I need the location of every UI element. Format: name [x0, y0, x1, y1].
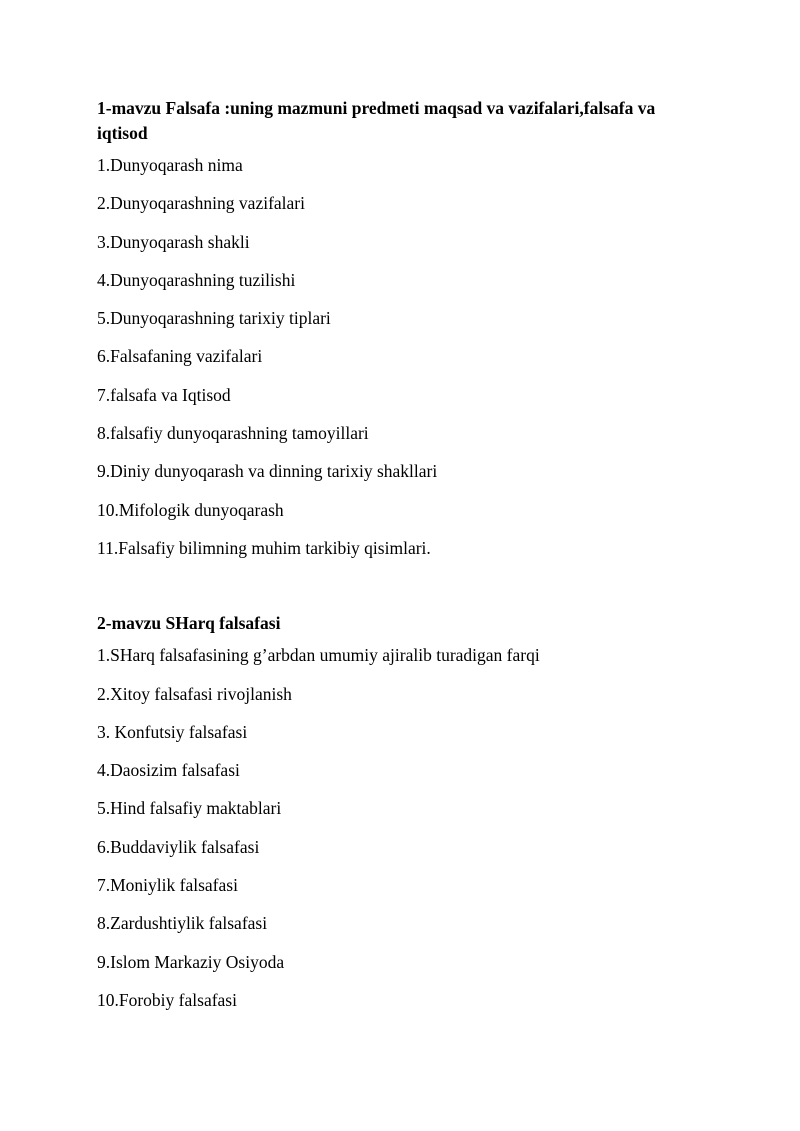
- section-1-list: [97, 155, 707, 558]
- document-page: [97, 96, 707, 1028]
- section-1-title: 1-mavzu Falsafa :uning mazmuni predmeti maqsad va vazifalari,falsafa va iqtisod: [97, 98, 656, 143]
- list-item: 4.Daosizim falsafasi: [97, 760, 240, 781]
- list-item: 2.Dunyoqarashning vazifalari: [97, 193, 305, 214]
- section-2-title: 2-mavzu SHarq falsafasi: [97, 613, 281, 634]
- list-item: 5.Hind falsafiy maktablari: [97, 798, 282, 819]
- list-item: 8.Zardushtiylik falsafasi: [97, 913, 268, 934]
- list-item: 6.Buddaviylik falsafasi: [97, 836, 260, 857]
- list-item: 3.Dunyoqarash shakli: [97, 231, 250, 252]
- section-2-list: [97, 645, 707, 1010]
- list-item: 10.Mifologik dunyoqarash: [97, 499, 284, 520]
- list-item: 1.SHarq falsafasining g’arbdan umumiy ajiralib turadigan farqi: [97, 645, 540, 666]
- list-item: 10.Forobiy falsafasi: [97, 989, 237, 1010]
- list-item: 3. Konfutsiy falsafasi: [97, 721, 248, 742]
- list-item: 4.Dunyoqarashning tuzilishi: [97, 269, 296, 290]
- list-item: 7.falsafa va Iqtisod: [97, 384, 231, 405]
- list-item: 5.Dunyoqarashning tarixiy tiplari: [97, 308, 331, 329]
- section-spacer: [97, 576, 707, 611]
- list-item: 9.Diniy dunyoqarash va dinning tarixiy shakllari: [97, 461, 438, 482]
- list-item: 7.Moniylik falsafasi: [97, 875, 238, 896]
- list-item: 8.falsafiy dunyoqarashning tamoyillari: [97, 423, 369, 444]
- list-item: 11.Falsafiy bilimning muhim tarkibiy qisimlari.: [97, 537, 431, 558]
- list-item: 1.Dunyoqarash nima: [97, 155, 243, 175]
- list-item: 6.Falsafaning vazifalari: [97, 346, 263, 367]
- list-item: 2.Xitoy falsafasi rivojlanish: [97, 683, 292, 704]
- list-item: 9.Islom Markaziy Osiyoda: [97, 951, 285, 972]
